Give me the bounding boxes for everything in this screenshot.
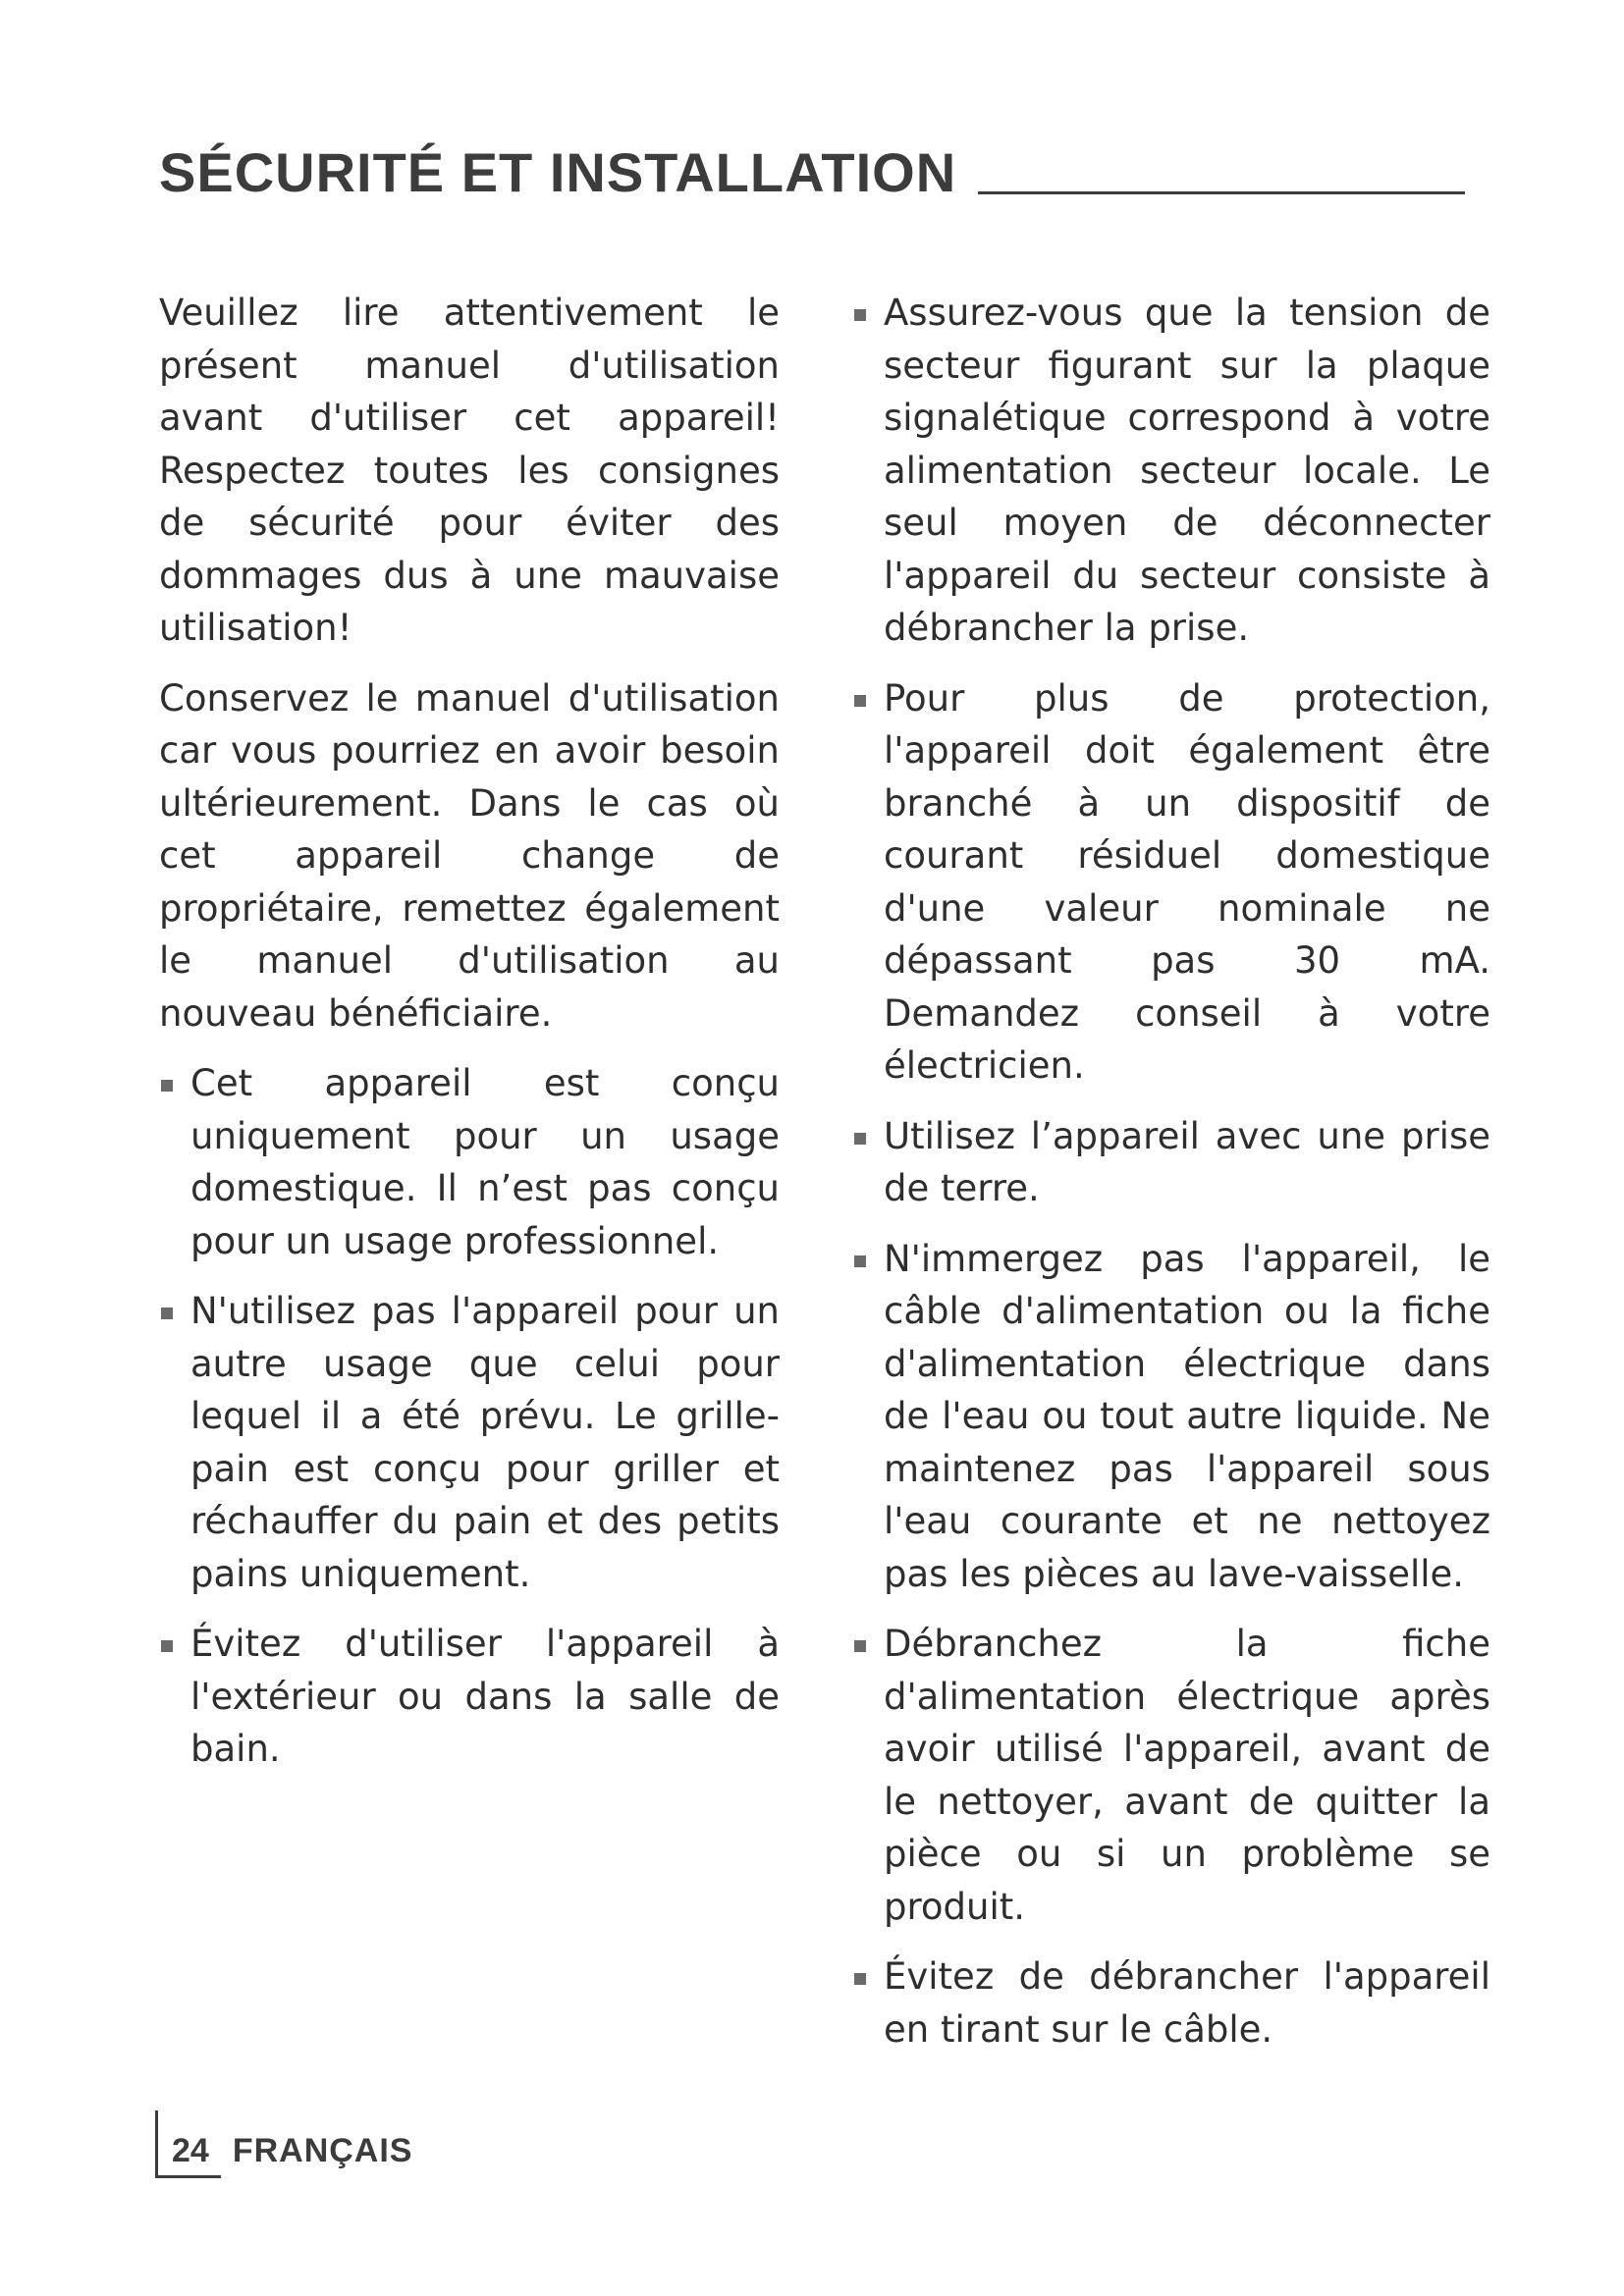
safety-bullet-list [852,287,1490,2056]
safety-bullet-item [852,672,1490,1093]
footer-language: FRANÇAIS [232,2132,413,2169]
safety-bullet-item [159,1618,780,1776]
safety-bullet-item [159,1285,780,1600]
left-column [159,287,780,1793]
safety-bullet-text: N'utilisez pas l'appareil pour un autre usage que celui pour lequel il a été prévu. Le grille-pain est conçu pour griller et réchauffer du pain et des petits pains uniquement. [190,1290,780,1595]
safety-bullet-list [159,1057,780,1776]
square-bullet-icon [161,1080,173,1092]
square-bullet-icon [854,695,866,707]
page-footer [172,2132,413,2170]
square-bullet-icon [854,309,866,321]
page-number: 24 [172,2132,209,2169]
safety-bullet-item [159,1057,780,1267]
safety-bullet-text: Pour plus de protection, l'appareil doit également être branché à un dispositif de courant résiduel domestique d'une valeur nominale ne dépassant pas 30 mA. Demandez conseil à votre électricien. [884,676,1490,1087]
square-bullet-icon [854,1255,866,1267]
intro-paragraph: Conservez le manuel d'utilisation car vous pourriez en avoir besoin ultérieurement. Dans le cas où cet appareil change de propriétaire, remettez également le manuel d'utilisation au nouveau bénéficiaire. [159,676,780,1035]
safety-bullet-text: Assurez-vous que la tension de secteur figurant sur la plaque signalétique correspond à votre alimentation secteur locale. Le seul moyen de déconnecter l'appareil du secteur consiste à débrancher la prise. [884,292,1490,649]
page-title [159,141,1465,203]
safety-bullet-text: Cet appareil est conçu uniquement pour un usage domestique. Il n’est pas conçu pour un usage professionnel. [190,1062,780,1262]
square-bullet-icon [854,1973,866,1985]
safety-bullet-item [852,1233,1490,1601]
page-title-text: SÉCURITÉ ET INSTALLATION [159,141,957,203]
title-underline-rule [978,191,1465,194]
safety-bullet-text: Utilisez l’appareil avec une prise de terre. [884,1114,1490,1209]
safety-bullet-item [852,1950,1490,2056]
square-bullet-icon [161,1308,173,1319]
safety-bullet-text: Évitez de débrancher l'appareil en tirant sur le câble. [884,1955,1490,2051]
square-bullet-icon [161,1640,173,1652]
safety-bullet-item [852,1110,1490,1215]
intro-paragraph: Veuillez lire attentivement le présent manuel d'utilisation avant d'utiliser cet appareil! Respectez toutes les consignes de sécurité pour éviter des dommages dus à une mauvaise utilisation! [159,292,780,649]
safety-bullet-text: Évitez d'utiliser l'appareil à l'extérieur ou dans la salle de bain. [190,1623,780,1770]
safety-bullet-text: N'immergez pas l'appareil, le câble d'alimentation ou la fiche d'alimentation électrique dans de l'eau ou tout autre liquide. Ne maintenez pas l'appareil sous l'eau courante et ne nettoyez pas les pièces au lave-vaisselle. [884,1237,1490,1595]
right-column [852,287,1490,2073]
safety-bullet-item [852,287,1490,655]
safety-bullet-text: Débranchez la fiche d'alimentation électrique après avoir utilisé l'appareil, avant de le nettoyer, avant de quitter la pièce ou si un problème se produit. [884,1623,1490,1928]
square-bullet-icon [854,1133,866,1145]
safety-bullet-item [852,1618,1490,1933]
square-bullet-icon [854,1640,866,1652]
